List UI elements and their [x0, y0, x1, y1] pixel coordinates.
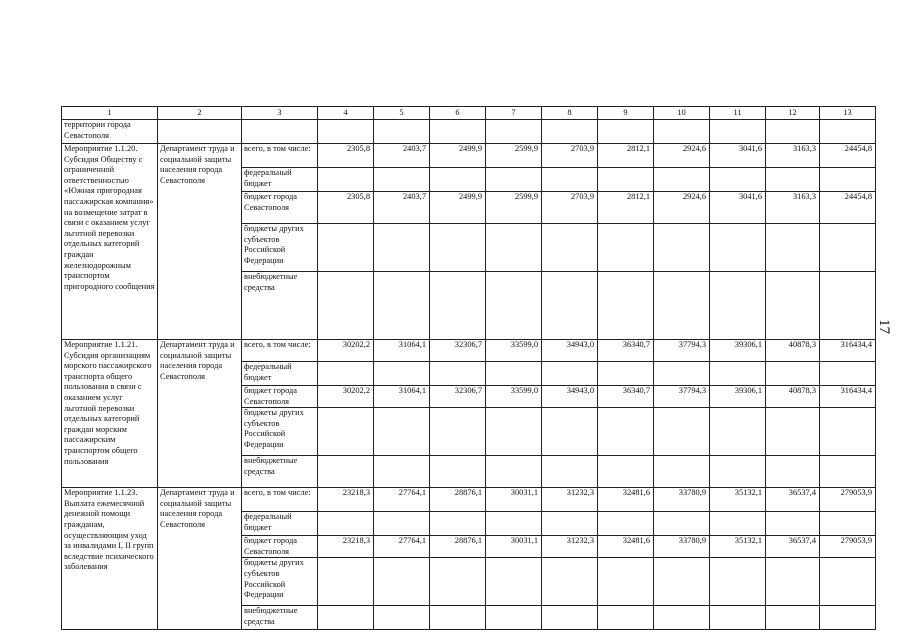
value-cell: [598, 606, 654, 630]
value-cell: [820, 408, 876, 456]
value-cell: [318, 558, 374, 606]
value-cell: [374, 558, 430, 606]
value-cell: [766, 362, 820, 386]
value-cell: [598, 168, 654, 192]
value-cell: [486, 224, 542, 272]
header-cell: 11: [710, 107, 766, 120]
funding-source-label: федеральный бюджет: [242, 362, 318, 386]
measure-title: Мероприятие 1.1.23. Выплата ежемесячной денежной помощи гражданам, осуществляющим уход за инвалидами I, II групп вследствие психического заболевания: [62, 488, 158, 630]
value-cell: [820, 272, 876, 340]
value-cell: 32481,6: [598, 536, 654, 558]
measure-executor: Департамент труда и социальной защиты населения города Севастополя: [158, 488, 242, 630]
value-cell: [820, 224, 876, 272]
value-cell: [486, 512, 542, 536]
value-cell: [430, 408, 486, 456]
value-cell: [542, 408, 598, 456]
value-cell: 36340,7: [598, 340, 654, 362]
value-cell: [598, 456, 654, 488]
value-cell: 3163,3: [766, 144, 820, 168]
value-cell: [710, 456, 766, 488]
value-cell: 24454,8: [820, 144, 876, 168]
value-cell: 37794,3: [654, 386, 710, 408]
value-cell: [766, 512, 820, 536]
empty-cell: [654, 120, 710, 144]
value-cell: [542, 168, 598, 192]
funding-source-label: внебюджетные средства: [242, 272, 318, 340]
value-cell: 37794,3: [654, 340, 710, 362]
value-cell: [542, 512, 598, 536]
value-cell: [486, 272, 542, 340]
empty-cell: [710, 120, 766, 144]
value-cell: [598, 272, 654, 340]
empty-cell: [242, 120, 318, 144]
value-cell: [766, 224, 820, 272]
funding-source-label: бюджет города Севастополя: [242, 536, 318, 558]
header-cell: 4: [318, 107, 374, 120]
value-cell: 2305,8: [318, 192, 374, 224]
header-cell: 2: [158, 107, 242, 120]
empty-cell: [766, 120, 820, 144]
budget-table: [61, 106, 876, 630]
funding-source-label: внебюджетные средства: [242, 606, 318, 630]
value-cell: 35132,1: [710, 488, 766, 512]
value-cell: 36340,7: [598, 386, 654, 408]
empty-cell: [598, 120, 654, 144]
value-cell: 28876,1: [430, 488, 486, 512]
value-cell: 28876,1: [430, 536, 486, 558]
value-cell: [654, 408, 710, 456]
value-cell: 32306,7: [430, 340, 486, 362]
value-cell: 2599,9: [486, 192, 542, 224]
funding-source-label: федеральный бюджет: [242, 168, 318, 192]
value-cell: [318, 168, 374, 192]
value-cell: 2703,9: [542, 144, 598, 168]
table-row: [62, 488, 876, 512]
value-cell: [542, 456, 598, 488]
value-cell: [766, 558, 820, 606]
value-cell: 3041,6: [710, 144, 766, 168]
empty-cell: [374, 120, 430, 144]
value-cell: 2599,9: [486, 144, 542, 168]
value-cell: 31064,1: [374, 340, 430, 362]
value-cell: [486, 606, 542, 630]
value-cell: 24454,8: [820, 192, 876, 224]
value-cell: [318, 408, 374, 456]
measure-executor: Департамент труда и социальной защиты населения города Севастополя: [158, 340, 242, 488]
value-cell: 23218,3: [318, 488, 374, 512]
value-cell: 30031,1: [486, 536, 542, 558]
value-cell: [374, 408, 430, 456]
value-cell: [820, 456, 876, 488]
value-cell: 279053,9: [820, 488, 876, 512]
value-cell: [598, 512, 654, 536]
funding-source-label: всего, в том числе:: [242, 144, 318, 168]
value-cell: [710, 606, 766, 630]
value-cell: [598, 408, 654, 456]
value-cell: [542, 362, 598, 386]
value-cell: [710, 558, 766, 606]
value-cell: [654, 558, 710, 606]
value-cell: 39306,1: [710, 386, 766, 408]
value-cell: 33599,0: [486, 340, 542, 362]
value-cell: 3163,3: [766, 192, 820, 224]
value-cell: [318, 456, 374, 488]
value-cell: [374, 168, 430, 192]
value-cell: [710, 168, 766, 192]
value-cell: [542, 558, 598, 606]
value-cell: [430, 272, 486, 340]
value-cell: [766, 606, 820, 630]
value-cell: 30202,2: [318, 340, 374, 362]
value-cell: 2812,1: [598, 144, 654, 168]
value-cell: [710, 272, 766, 340]
value-cell: [542, 606, 598, 630]
value-cell: 33780,9: [654, 488, 710, 512]
funding-source-label: бюджеты других субъектов Российской Федерации: [242, 408, 318, 456]
value-cell: 33780,9: [654, 536, 710, 558]
header-cell: 5: [374, 107, 430, 120]
empty-cell: [820, 120, 876, 144]
header-cell: 6: [430, 107, 486, 120]
value-cell: 316434,4: [820, 340, 876, 362]
value-cell: [820, 606, 876, 630]
value-cell: [766, 272, 820, 340]
value-cell: 2924,6: [654, 192, 710, 224]
table-row: [62, 144, 876, 168]
value-cell: [542, 272, 598, 340]
value-cell: [486, 362, 542, 386]
value-cell: [318, 606, 374, 630]
value-cell: [430, 224, 486, 272]
value-cell: [430, 362, 486, 386]
value-cell: [318, 362, 374, 386]
carryover-text: территории города Севастополя: [62, 120, 158, 144]
value-cell: [710, 408, 766, 456]
value-cell: [374, 456, 430, 488]
value-cell: 36537,4: [766, 488, 820, 512]
value-cell: [710, 512, 766, 536]
empty-cell: [158, 120, 242, 144]
funding-source-label: федеральный бюджет: [242, 512, 318, 536]
measure-executor: Департамент труда и социальной защиты населения города Севастополя: [158, 144, 242, 340]
value-cell: 2703,9: [542, 192, 598, 224]
value-cell: 3041,6: [710, 192, 766, 224]
value-cell: [766, 168, 820, 192]
value-cell: 39306,1: [710, 340, 766, 362]
value-cell: [710, 224, 766, 272]
value-cell: [430, 512, 486, 536]
header-row: [62, 107, 876, 120]
value-cell: 32481,6: [598, 488, 654, 512]
value-cell: 316434,4: [820, 386, 876, 408]
value-cell: [430, 168, 486, 192]
header-cell: 13: [820, 107, 876, 120]
value-cell: 40878,3: [766, 386, 820, 408]
value-cell: 2499,9: [430, 192, 486, 224]
value-cell: 27764,1: [374, 488, 430, 512]
value-cell: 31064,1: [374, 386, 430, 408]
header-cell: 3: [242, 107, 318, 120]
value-cell: [486, 558, 542, 606]
value-cell: 30031,1: [486, 488, 542, 512]
table-row: [62, 340, 876, 362]
empty-cell: [542, 120, 598, 144]
value-cell: 2924,6: [654, 144, 710, 168]
value-cell: 32306,7: [430, 386, 486, 408]
header-cell: 12: [766, 107, 820, 120]
value-cell: [766, 408, 820, 456]
value-cell: [374, 512, 430, 536]
value-cell: 279053,9: [820, 536, 876, 558]
value-cell: [486, 456, 542, 488]
value-cell: 34943,0: [542, 386, 598, 408]
value-cell: 36537,4: [766, 536, 820, 558]
value-cell: [318, 224, 374, 272]
value-cell: [374, 224, 430, 272]
value-cell: [654, 224, 710, 272]
value-cell: [542, 224, 598, 272]
header-cell: 1: [62, 107, 158, 120]
value-cell: 33599,0: [486, 386, 542, 408]
value-cell: 23218,3: [318, 536, 374, 558]
value-cell: [374, 606, 430, 630]
value-cell: 34943,0: [542, 340, 598, 362]
value-cell: [654, 606, 710, 630]
value-cell: 27764,1: [374, 536, 430, 558]
value-cell: [598, 362, 654, 386]
funding-source-label: бюджеты других субъектов Российской Федерации: [242, 558, 318, 606]
value-cell: [318, 272, 374, 340]
value-cell: 2403,7: [374, 192, 430, 224]
empty-cell: [486, 120, 542, 144]
value-cell: [654, 272, 710, 340]
value-cell: [820, 512, 876, 536]
value-cell: [654, 168, 710, 192]
value-cell: [710, 362, 766, 386]
measure-title: Мероприятие 1.1.21. Субсидия организациям морского пассажирского транспорта общего пользования в связи с оказанием услуг льготной перевозки отдельных категорий граждан морским пассажирским транспортом общего пользования: [62, 340, 158, 488]
header-cell: 10: [654, 107, 710, 120]
value-cell: [598, 224, 654, 272]
value-cell: [486, 408, 542, 456]
value-cell: [598, 558, 654, 606]
value-cell: [820, 558, 876, 606]
page-number: 17: [876, 319, 892, 334]
measure-title: Мероприятие 1.1.20. Субсидия Обществу с ограниченной ответственностью «Южная пригородная пассажирская компания» на возмещение затрат в связи с оказанием услуг льготной перевозки отдельных категорий граждан железнодорожным транспортом пригородного сообщения: [62, 144, 158, 340]
value-cell: [430, 558, 486, 606]
value-cell: [766, 456, 820, 488]
funding-source-label: внебюджетные средства: [242, 456, 318, 488]
value-cell: 2403,7: [374, 144, 430, 168]
value-cell: [374, 362, 430, 386]
empty-cell: [318, 120, 374, 144]
funding-source-label: бюджет города Севастополя: [242, 386, 318, 408]
value-cell: [820, 362, 876, 386]
value-cell: 2305,8: [318, 144, 374, 168]
value-cell: [654, 456, 710, 488]
header-cell: 7: [486, 107, 542, 120]
value-cell: [430, 606, 486, 630]
funding-source-label: бюджет города Севастополя: [242, 192, 318, 224]
value-cell: [486, 168, 542, 192]
value-cell: [654, 512, 710, 536]
value-cell: [430, 456, 486, 488]
value-cell: [374, 272, 430, 340]
funding-source-label: бюджеты других субъектов Российской Федерации: [242, 224, 318, 272]
value-cell: 40878,3: [766, 340, 820, 362]
value-cell: 31232,3: [542, 488, 598, 512]
value-cell: 2812,1: [598, 192, 654, 224]
value-cell: 2499,9: [430, 144, 486, 168]
carryover-row: [62, 120, 876, 144]
value-cell: [318, 512, 374, 536]
header-cell: 9: [598, 107, 654, 120]
value-cell: [820, 168, 876, 192]
funding-source-label: всего, в том числе:: [242, 340, 318, 362]
value-cell: [654, 362, 710, 386]
value-cell: 30202,2: [318, 386, 374, 408]
value-cell: 31232,3: [542, 536, 598, 558]
funding-source-label: всего, в том числе:: [242, 488, 318, 512]
header-cell: 8: [542, 107, 598, 120]
value-cell: 35132,1: [710, 536, 766, 558]
empty-cell: [430, 120, 486, 144]
